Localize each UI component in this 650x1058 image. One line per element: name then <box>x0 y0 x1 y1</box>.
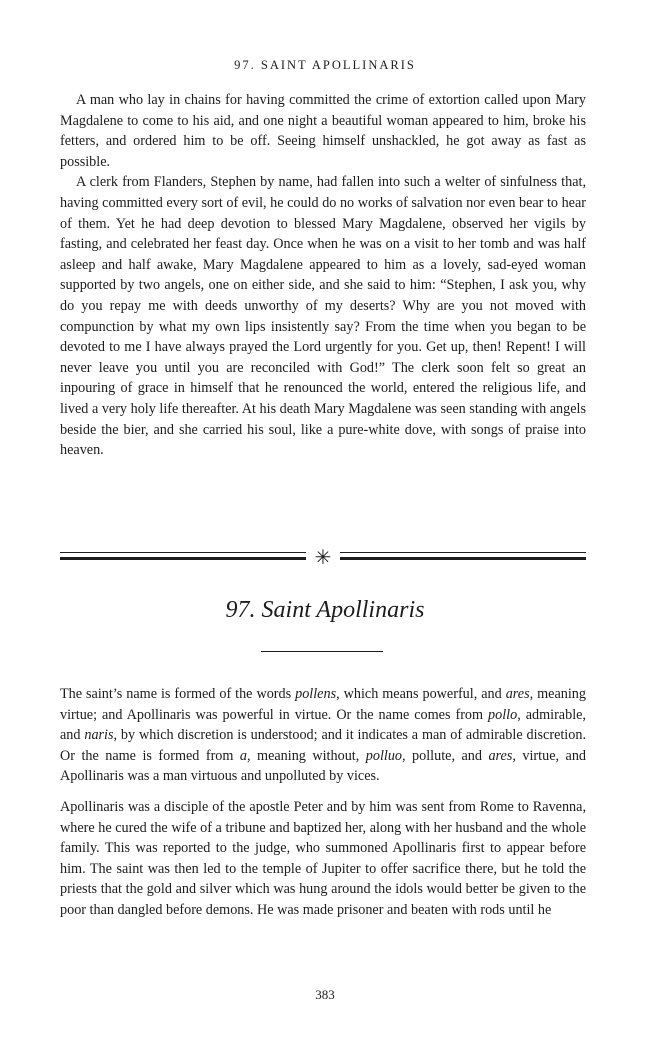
paragraph-chained-man: A man who lay in chains for having committed the crime of extortion called upon Mary Magdalene to come to his aid, and one night a beautiful woman appeared to him, broke his fetters, and ordered him to be off. Seeing himself unshackled, he got away as fast as possible. <box>60 92 586 170</box>
legend-text <box>60 797 586 921</box>
chapter-title: 97. Saint Apollinaris <box>225 597 425 623</box>
paragraph-etymology: The saint’s name is formed of the words pollens, which means powerful, and ares, meaning virtue; and Apollinaris was powerful in virtue. Or the name comes from pollo, admirable, and naris, by which discretion is understood; and it indicates a man of admirable discretion. Or the name is formed from a, meaning without, polluo, pollute, and ares, virtue, and Apollinaris was a man virtuous and unpolluted by vices. <box>60 686 587 785</box>
fleuron-icon: ✳ <box>314 545 332 569</box>
divider-rule-left <box>60 552 306 560</box>
title-underline <box>261 651 383 652</box>
previous-chapter-text <box>60 90 586 461</box>
etymology-text <box>60 684 586 787</box>
running-head: 97. SAINT APOLLINARIS <box>234 58 416 72</box>
page-number: 383 <box>315 987 335 1002</box>
paragraph-apollinaris-ravenna: Apollinaris was a disciple of the apostle Peter and by him was sent from Rome to Ravenna, where he cured the wife of a tribune and baptized her, along with her husband and the whole family. This was reported to the judge, who summoned Apollinaris first to appear before him. The saint was then led to the temple of Jupiter to offer sacrifice there, but he told the priests that the gold and silver which was hung around the idols would better be given to the poor than dangled before demons. He was made prisoner and beaten with rods until he <box>60 799 586 918</box>
divider-rule-right <box>340 552 586 560</box>
paragraph-clerk-stephen: A clerk from Flanders, Stephen by name, had fallen into such a welter of sinfulness that, having committed every sort of evil, he could do no works of salvation nor even bear to hear of them. Yet he had deep devotion to blessed Mary Magdalene, observed her vigils by fasting, and celebrated her feast day. Once when he was on a visit to her tomb and was half asleep and half awake, Mary Magdalene appeared to him as a lovely, sad-eyed woman supported by two angels, one on either side, and she said to him: “Stephen, I ask you, why do you repay me with deeds unworthy of my deserts? Why are you not moved with compunction by what my own lips insistently say? From the time when you began to be devoted to me I have always prayed the Lord urgently for you. Get up, then! Repent! I will never leave you until you are reconciled with God!” The clerk soon felt so great an inpouring of grace in himself that he renounced the world, entered the religious life, and lived a very holy life thereafter. At his death Mary Magdalene was seen standing with angels beside the bier, and she carried his soul, like a pure-white dove, with songs of praise into heaven. <box>60 174 586 459</box>
section-divider <box>60 545 586 569</box>
